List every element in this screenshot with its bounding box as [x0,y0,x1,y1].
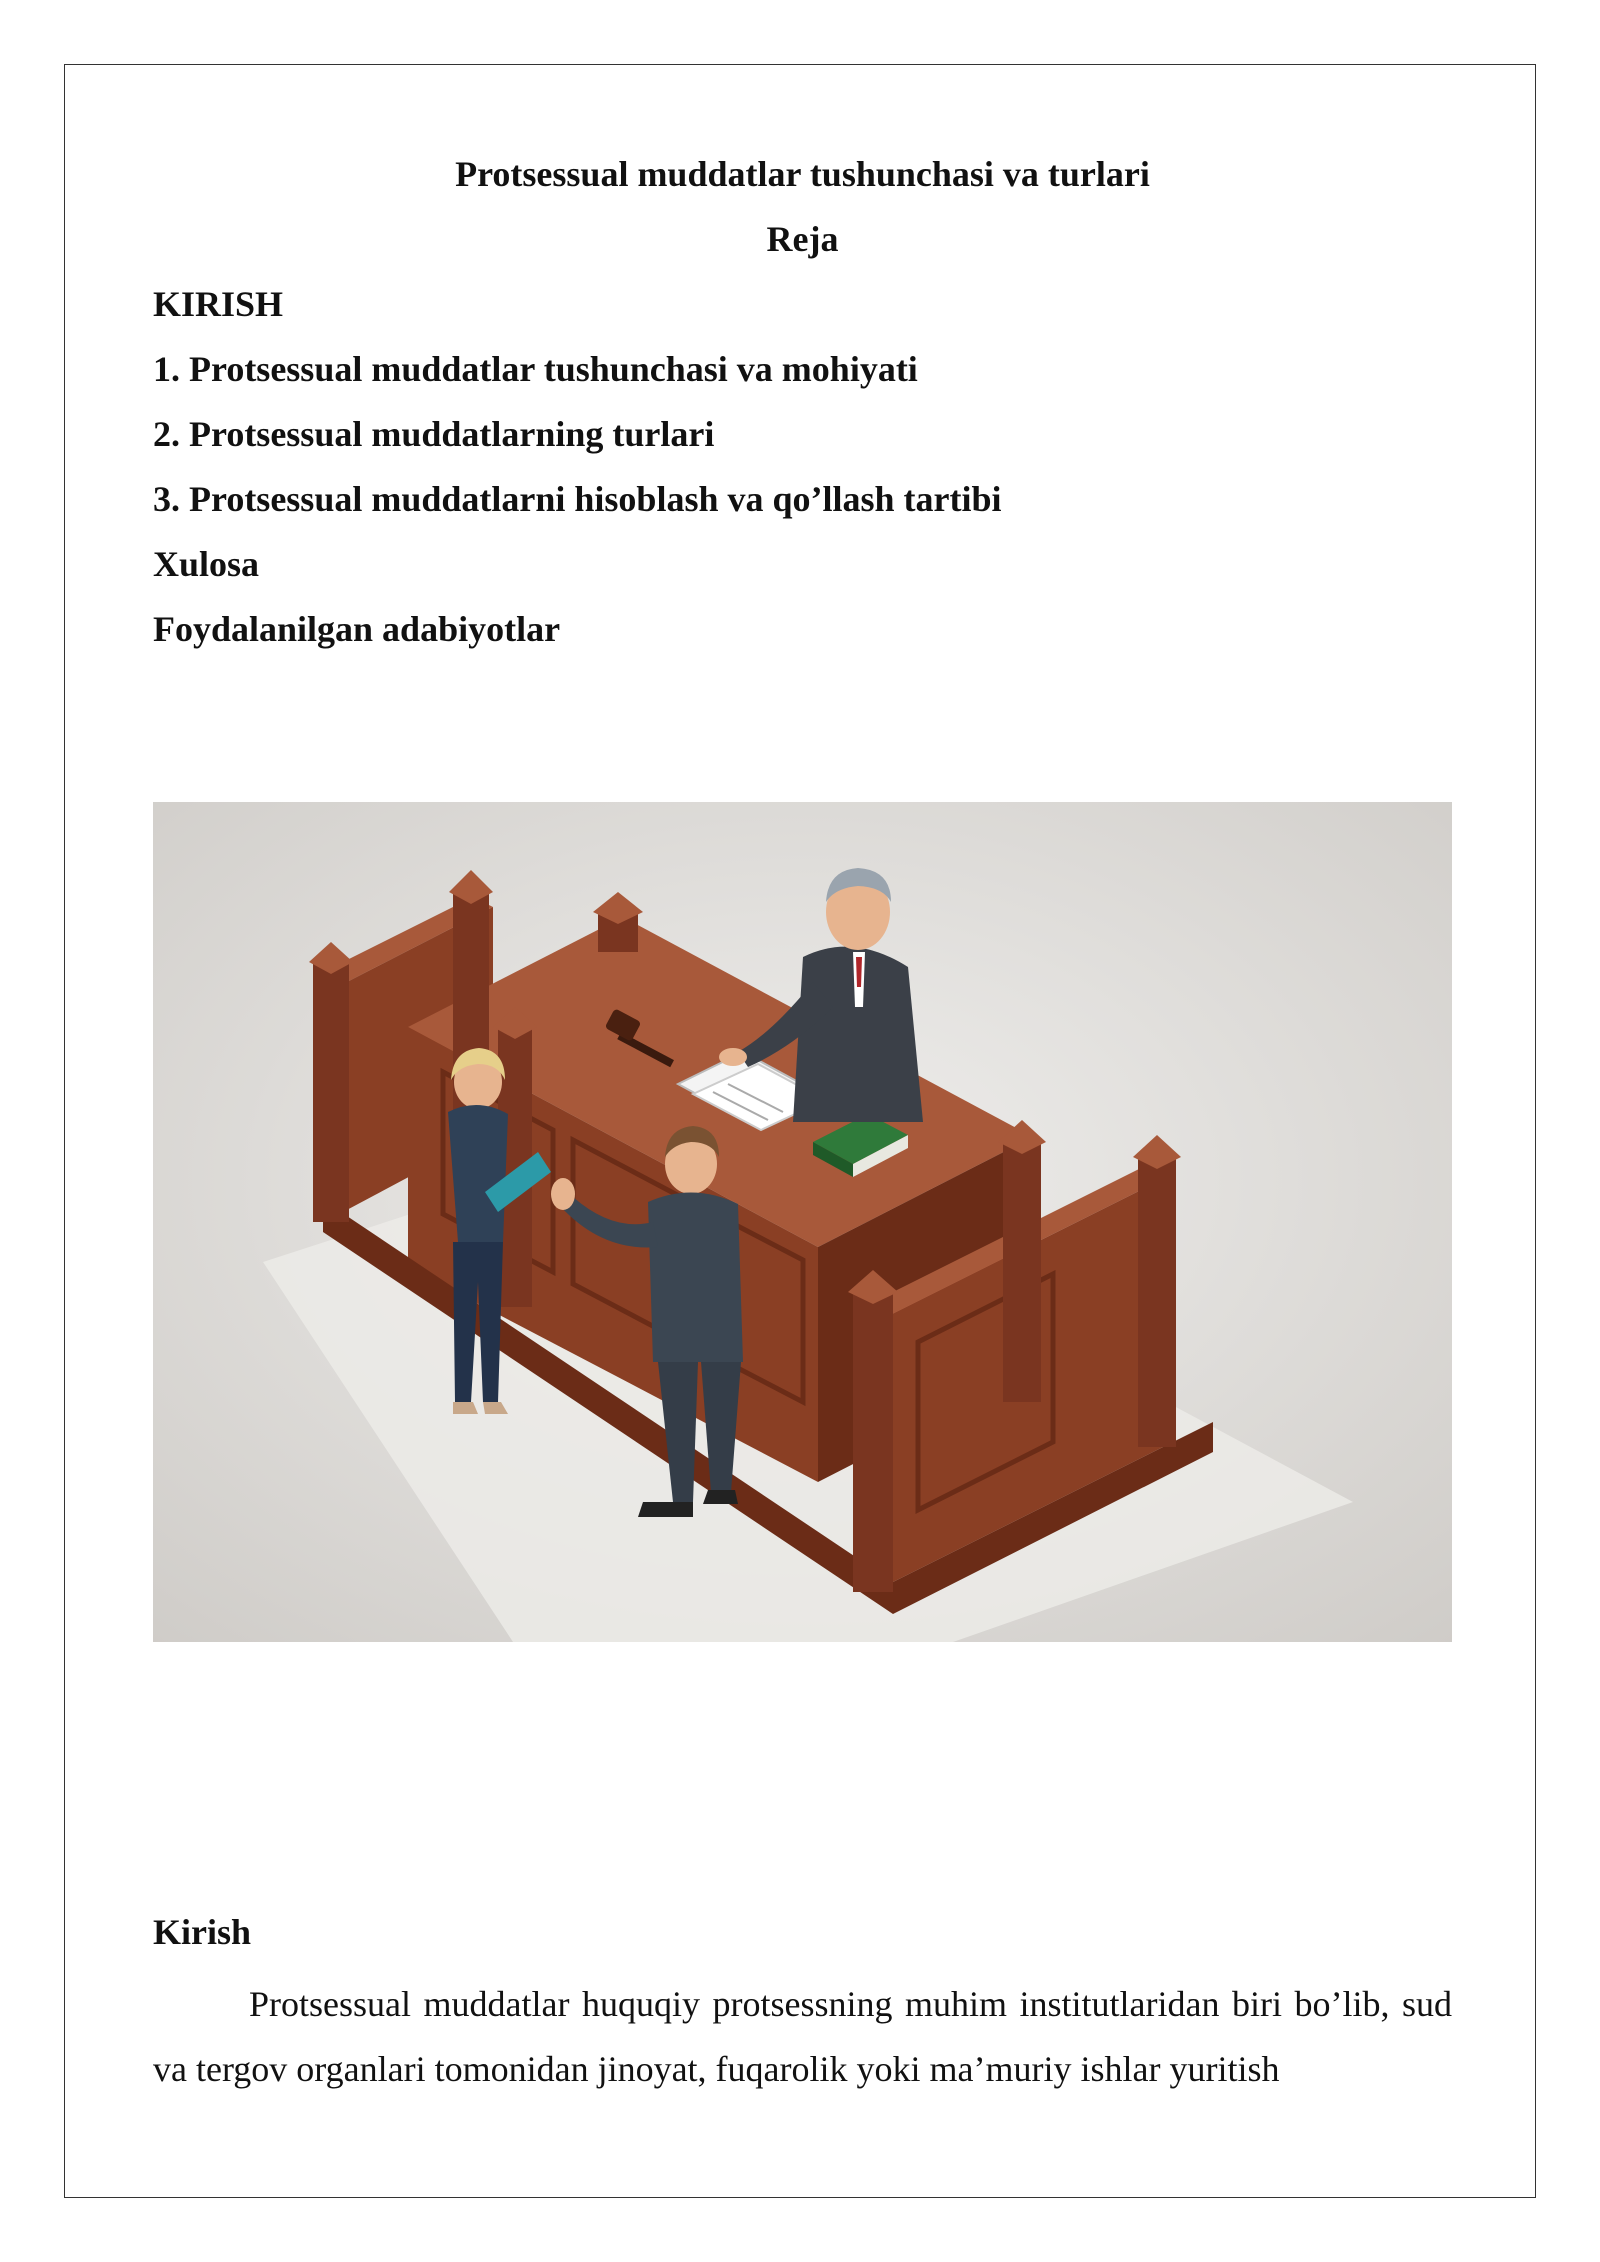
document-title: Protsessual muddatlar tushunchasi va turlari [455,154,1150,194]
plan-item-1: 1. Protsessual muddatlar tushunchasi va mohiyati [153,349,918,389]
section-heading-intro: Kirish [153,1912,252,1952]
document-header [153,150,1452,670]
plan-list [153,280,1452,653]
plan-item-intro: KIRISH [153,284,284,324]
plan-item-3: 3. Protsessual muddatlarni hisoblash va qo’llash tartibi [153,479,1002,519]
plan-item-conclusion: Xulosa [153,544,260,584]
plan-heading: Reja [766,219,839,259]
plan-item-references: Foydalanilgan adabiyotlar [153,609,561,649]
plan-item-2: 2. Protsessual muddatlarning turlari [153,414,715,454]
intro-paragraph: Protsessual muddatlar huquqiy protsessning muhim institutlaridan biri bo’lib, sud va tergov organlari tomonidan jinoyat, fuqarolik yoki ma’muriy ishlar yuritish [153,1984,1452,2089]
courtroom-illustration [153,802,1452,1642]
